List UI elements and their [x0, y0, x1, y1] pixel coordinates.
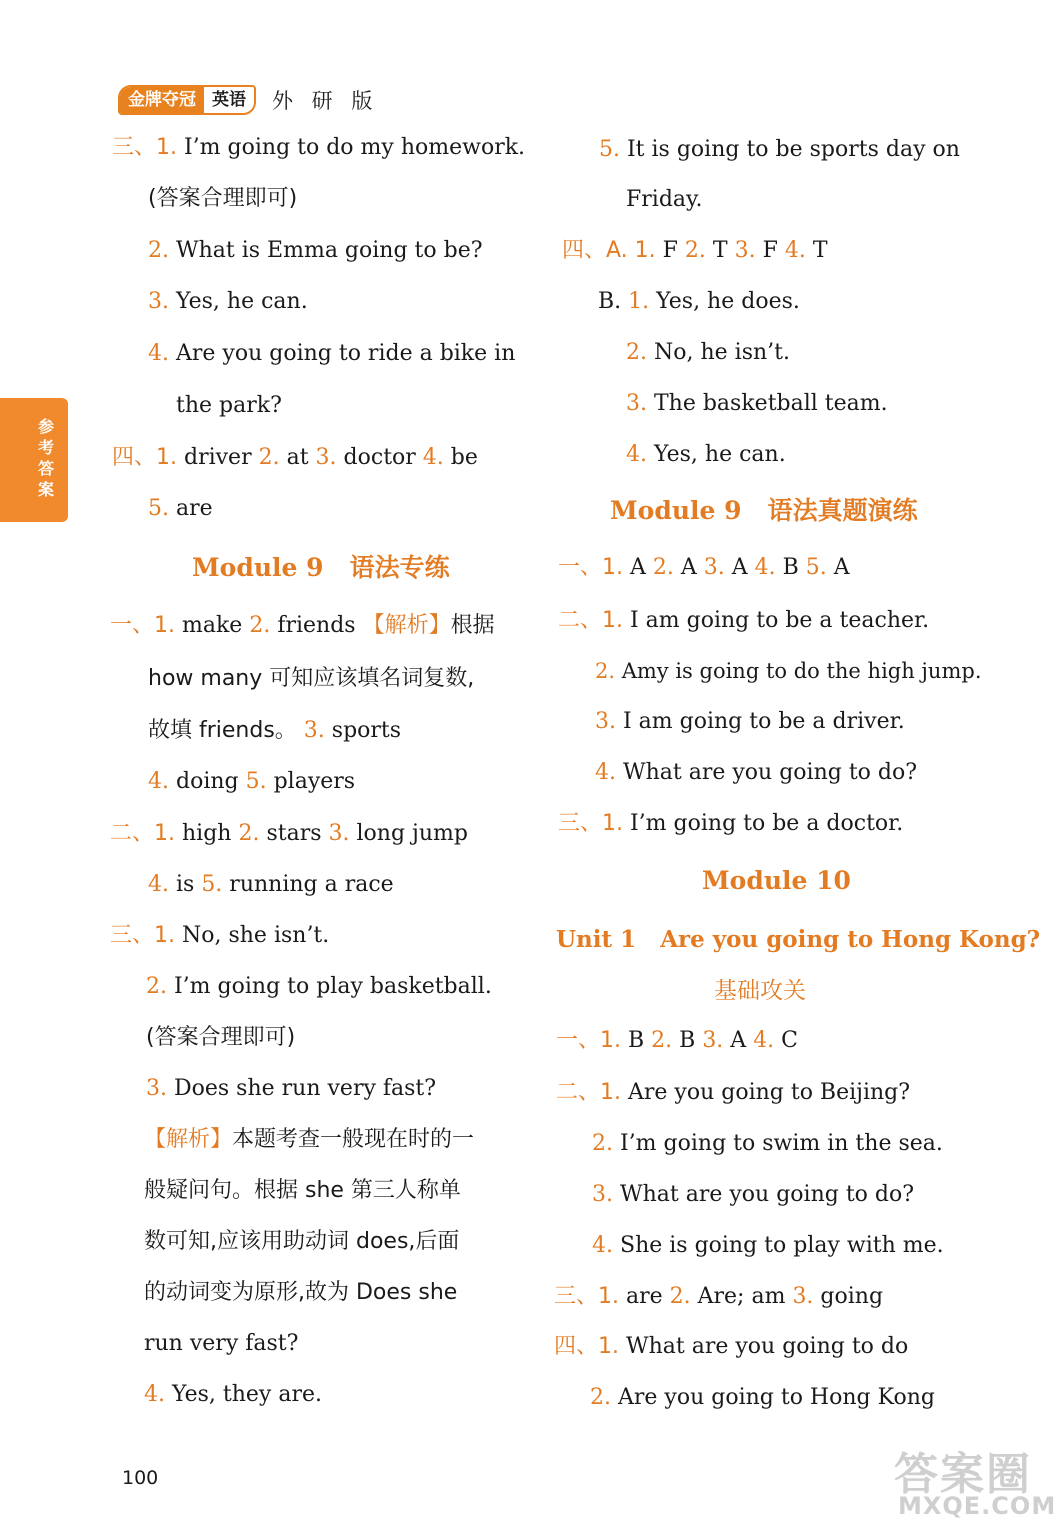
answer-line: 一、1. B 2. B 3. A 4. C: [556, 1028, 799, 1053]
answer-line: 三、1. are 2. Are; am 3. going: [554, 1284, 884, 1309]
page-number: 100: [122, 1467, 159, 1489]
answer-line: 4. Yes, he can.: [626, 442, 786, 467]
answer-line: 3. Does she run very fast?: [146, 1076, 437, 1101]
answer-line: 故填 friends。 3. sports: [148, 718, 402, 743]
answer-line: 一、1. A 2. A 3. A 4. B 5. A: [558, 555, 850, 580]
subject-label: 英语: [204, 87, 254, 113]
section-heading: Module 9 语法专练: [192, 553, 450, 582]
answer-line: 三、1. No, she isn’t.: [110, 923, 330, 948]
answer-line: 3. The basketball team.: [626, 391, 888, 416]
answer-line: 三、1. I’m going to do my homework.: [112, 135, 526, 160]
unit-heading: Unit 1 Are you going to Hong Kong?: [556, 926, 1041, 953]
edition-label: 外 研 版: [272, 89, 379, 113]
answer-line: 一、1. make 2. friends 【解析】根据: [110, 613, 495, 638]
answer-line: 4. doing 5. players: [148, 769, 356, 794]
answer-line: 四、1. driver 2. at 3. doctor 4. be: [112, 445, 478, 470]
brand-label: 金牌夺冠: [120, 87, 204, 113]
answer-line: 4. is 5. running a race: [148, 872, 394, 897]
answer-line: 2. Are you going to Hong Kong: [590, 1385, 935, 1410]
series-badge: [118, 85, 256, 115]
answer-line: 3. I am going to be a driver.: [595, 709, 905, 734]
module-heading: Module 10: [702, 866, 851, 895]
answer-line: the park?: [176, 393, 282, 418]
answer-line: 5. It is going to be sports day on: [599, 137, 960, 162]
watermark-logo: [890, 1438, 1057, 1528]
answer-note: (答案合理即可): [148, 186, 298, 211]
answer-note: (答案合理即可): [146, 1025, 296, 1050]
answer-line: Friday.: [626, 187, 703, 212]
section-heading: Module 9 语法真题演练: [610, 496, 918, 525]
answer-line: 4. Are you going to ride a bike in: [148, 341, 516, 366]
side-tab-label: 参考答案: [38, 417, 55, 499]
answer-line: 二、1. Are you going to Beijing?: [556, 1080, 911, 1105]
answer-line: 5. are: [148, 496, 213, 521]
answer-line: 2. I’m going to swim in the sea.: [592, 1131, 943, 1156]
answer-line: 二、1. I am going to be a teacher.: [558, 608, 930, 633]
explanation-text: run very fast?: [144, 1331, 299, 1356]
answer-key-side-tab: [0, 398, 68, 522]
explanation-text: 【解析】本题考查一般现在时的一: [144, 1127, 475, 1152]
answer-line: 4. Yes, they are.: [144, 1382, 322, 1407]
answer-line: 4. She is going to play with me.: [592, 1233, 944, 1258]
answer-line: 4. What are you going to do?: [595, 760, 918, 785]
explanation-text: 数可知,应该用助动词 does,后面: [144, 1229, 460, 1254]
watermark-url: MXQE.COM: [898, 1492, 1057, 1520]
answer-line: 2. Amy is going to do the high jump.: [595, 659, 982, 683]
answer-line: 三、1. I’m going to be a doctor.: [558, 811, 904, 836]
answer-line: 四、A. 1. F 2. T 3. F 4. T: [562, 238, 828, 263]
answer-line: B. 1. Yes, he does.: [598, 289, 800, 314]
answer-line: 3. What are you going to do?: [592, 1182, 915, 1207]
answer-line: 3. Yes, he can.: [148, 289, 308, 314]
answer-line: 四、1. What are you going to do: [554, 1334, 909, 1359]
answer-line: 2. What is Emma going to be?: [148, 238, 483, 263]
answer-line: 2. I’m going to play basketball.: [146, 974, 492, 999]
answer-line: 2. No, he isn’t.: [626, 340, 790, 365]
explanation-text: how many 可知应该填名词复数,: [148, 666, 475, 691]
answer-line: 二、1. high 2. stars 3. long jump: [110, 821, 468, 846]
page-header: [118, 86, 378, 114]
subsection-heading: 基础攻关: [714, 978, 806, 1004]
watermark-text: 答案圈: [894, 1449, 1032, 1500]
explanation-text: 般疑问句。根据 she 第三人称单: [144, 1178, 461, 1203]
explanation-text: 的动词变为原形,故为 Does she: [144, 1280, 458, 1305]
